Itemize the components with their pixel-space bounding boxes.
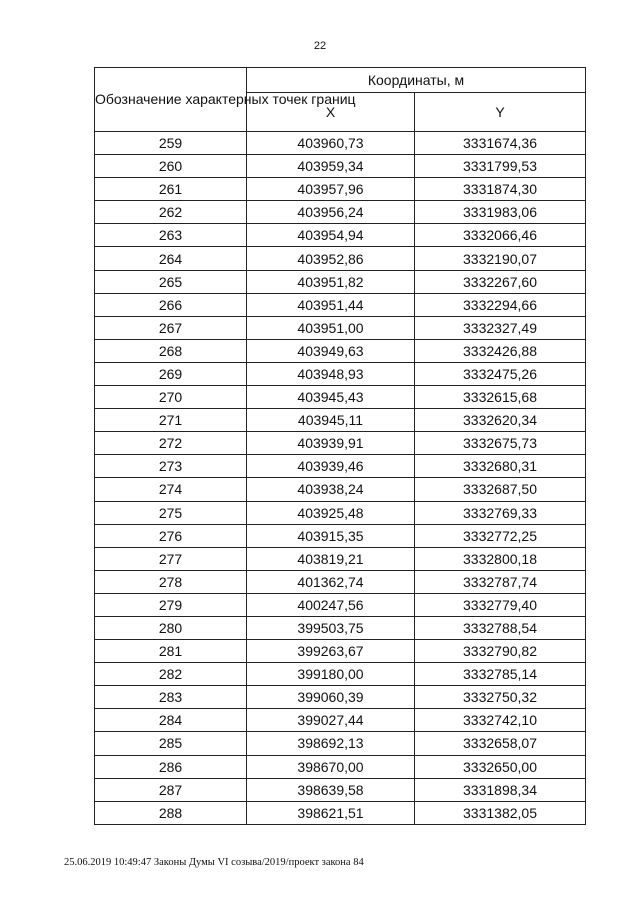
y-coordinate-cell: 3331382,05	[415, 801, 586, 824]
point-cell: 275	[95, 501, 247, 524]
table-row	[95, 455, 586, 478]
header-row-top	[95, 68, 586, 93]
table-row	[95, 316, 586, 339]
table-row	[95, 247, 586, 270]
x-coordinate-cell: 401362,74	[247, 570, 415, 593]
table-row	[95, 432, 586, 455]
y-coordinate-cell: 3332267,60	[415, 270, 586, 293]
point-cell: 266	[95, 293, 247, 316]
y-coordinate-cell: 3332327,49	[415, 316, 586, 339]
table-row	[95, 593, 586, 616]
point-cell: 287	[95, 778, 247, 801]
y-coordinate-cell: 3331983,06	[415, 201, 586, 224]
point-cell: 285	[95, 732, 247, 755]
y-coordinate-cell: 3332790,82	[415, 640, 586, 663]
table-row	[95, 732, 586, 755]
table-row	[95, 362, 586, 385]
x-coordinate-cell: 403957,96	[247, 178, 415, 201]
y-coordinate-cell: 3332675,73	[415, 432, 586, 455]
y-coordinate-cell: 3332475,26	[415, 362, 586, 385]
point-cell: 288	[95, 801, 247, 824]
point-cell: 262	[95, 201, 247, 224]
x-coordinate-cell: 399060,39	[247, 686, 415, 709]
table-row	[95, 801, 586, 824]
y-coordinate-cell: 3332750,32	[415, 686, 586, 709]
y-coordinate-cell: 3331674,36	[415, 132, 586, 155]
y-coordinate-cell: 3331874,30	[415, 178, 586, 201]
x-coordinate-cell: 403938,24	[247, 478, 415, 501]
point-cell: 280	[95, 616, 247, 639]
point-cell: 264	[95, 247, 247, 270]
point-cell: 263	[95, 224, 247, 247]
y-coordinate-cell: 3332426,88	[415, 339, 586, 362]
table-row	[95, 640, 586, 663]
header-y: Y	[415, 93, 586, 132]
y-coordinate-cell: 3332680,31	[415, 455, 586, 478]
x-coordinate-cell: 403945,43	[247, 386, 415, 409]
y-coordinate-cell: 3332787,74	[415, 570, 586, 593]
x-coordinate-cell: 403952,86	[247, 247, 415, 270]
point-cell: 277	[95, 547, 247, 570]
x-coordinate-cell: 403951,00	[247, 316, 415, 339]
table-row	[95, 547, 586, 570]
y-coordinate-cell: 3332190,07	[415, 247, 586, 270]
table-row	[95, 270, 586, 293]
x-coordinate-cell: 403945,11	[247, 409, 415, 432]
x-coordinate-cell: 403948,93	[247, 362, 415, 385]
point-cell: 270	[95, 386, 247, 409]
x-coordinate-cell: 403925,48	[247, 501, 415, 524]
x-coordinate-cell: 398670,00	[247, 755, 415, 778]
table-row	[95, 293, 586, 316]
x-coordinate-cell: 403951,44	[247, 293, 415, 316]
point-cell: 274	[95, 478, 247, 501]
table-row	[95, 339, 586, 362]
table-row	[95, 524, 586, 547]
y-coordinate-cell: 3332785,14	[415, 663, 586, 686]
x-coordinate-cell: 403939,46	[247, 455, 415, 478]
x-coordinate-cell: 398639,58	[247, 778, 415, 801]
header-x: X	[247, 93, 415, 132]
point-cell: 278	[95, 570, 247, 593]
table-row	[95, 755, 586, 778]
table-row	[95, 409, 586, 432]
y-coordinate-cell: 3332687,50	[415, 478, 586, 501]
x-coordinate-cell: 399180,00	[247, 663, 415, 686]
y-coordinate-cell: 3331898,34	[415, 778, 586, 801]
y-coordinate-cell: 3332772,25	[415, 524, 586, 547]
point-cell: 261	[95, 178, 247, 201]
table-row	[95, 501, 586, 524]
table-row	[95, 686, 586, 709]
table-row	[95, 201, 586, 224]
table-row	[95, 778, 586, 801]
table-body	[95, 132, 586, 825]
point-cell: 279	[95, 593, 247, 616]
x-coordinate-cell: 403954,94	[247, 224, 415, 247]
y-coordinate-cell: 3332066,46	[415, 224, 586, 247]
table-header	[95, 68, 586, 132]
table-row	[95, 616, 586, 639]
x-coordinate-cell: 403949,63	[247, 339, 415, 362]
y-coordinate-cell: 3332742,10	[415, 709, 586, 732]
y-coordinate-cell: 3332788,54	[415, 616, 586, 639]
point-cell: 260	[95, 155, 247, 178]
point-cell: 281	[95, 640, 247, 663]
point-cell: 259	[95, 132, 247, 155]
header-coordinates: Координаты, м	[247, 68, 586, 93]
x-coordinate-cell: 403951,82	[247, 270, 415, 293]
point-cell: 271	[95, 409, 247, 432]
x-coordinate-cell: 403915,35	[247, 524, 415, 547]
x-coordinate-cell: 403956,24	[247, 201, 415, 224]
x-coordinate-cell: 400247,56	[247, 593, 415, 616]
header-point-designation: Обозначение характерных точек границ	[95, 68, 247, 132]
page-number: 22	[313, 40, 327, 52]
table-row	[95, 132, 586, 155]
y-coordinate-cell: 3332800,18	[415, 547, 586, 570]
x-coordinate-cell: 398621,51	[247, 801, 415, 824]
coordinates-table	[94, 67, 586, 825]
table-row	[95, 663, 586, 686]
point-cell: 268	[95, 339, 247, 362]
point-cell: 269	[95, 362, 247, 385]
y-coordinate-cell: 3332658,07	[415, 732, 586, 755]
point-cell: 283	[95, 686, 247, 709]
point-cell: 272	[95, 432, 247, 455]
table-row	[95, 155, 586, 178]
y-coordinate-cell: 3332779,40	[415, 593, 586, 616]
point-cell: 265	[95, 270, 247, 293]
x-coordinate-cell: 399503,75	[247, 616, 415, 639]
y-coordinate-cell: 3331799,53	[415, 155, 586, 178]
x-coordinate-cell: 399027,44	[247, 709, 415, 732]
table-row	[95, 224, 586, 247]
table-row	[95, 386, 586, 409]
x-coordinate-cell: 403959,34	[247, 155, 415, 178]
x-coordinate-cell: 398692,13	[247, 732, 415, 755]
point-cell: 273	[95, 455, 247, 478]
table-row	[95, 570, 586, 593]
x-coordinate-cell: 399263,67	[247, 640, 415, 663]
point-cell: 286	[95, 755, 247, 778]
x-coordinate-cell: 403819,21	[247, 547, 415, 570]
y-coordinate-cell: 3332769,33	[415, 501, 586, 524]
point-cell: 282	[95, 663, 247, 686]
x-coordinate-cell: 403939,91	[247, 432, 415, 455]
point-cell: 267	[95, 316, 247, 339]
table-row	[95, 478, 586, 501]
point-cell: 284	[95, 709, 247, 732]
table-row	[95, 178, 586, 201]
document-footer: 25.06.2019 10:49:47 Законы Думы VI созыва/2019/проект закона 84	[64, 857, 364, 868]
table-row	[95, 709, 586, 732]
y-coordinate-cell: 3332650,00	[415, 755, 586, 778]
y-coordinate-cell: 3332294,66	[415, 293, 586, 316]
x-coordinate-cell: 403960,73	[247, 132, 415, 155]
point-cell: 276	[95, 524, 247, 547]
y-coordinate-cell: 3332615,68	[415, 386, 586, 409]
y-coordinate-cell: 3332620,34	[415, 409, 586, 432]
